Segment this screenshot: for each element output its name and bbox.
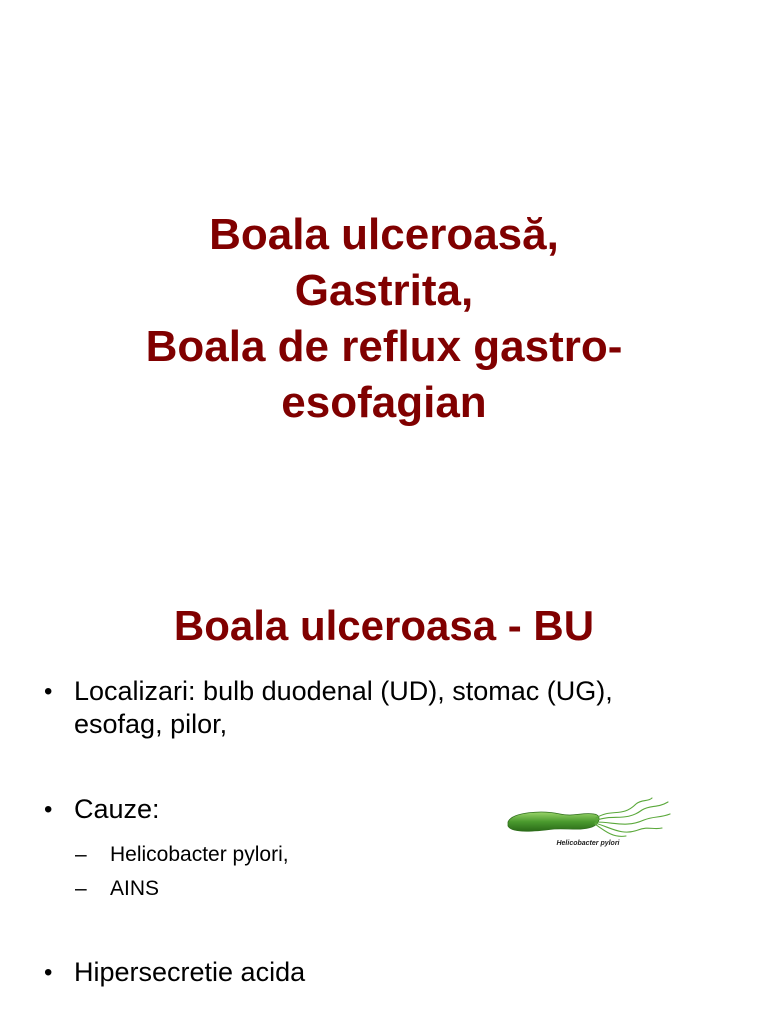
sub-bullet-ains xyxy=(75,876,159,902)
sub-bullet-marker: – xyxy=(75,877,87,900)
title-line-3: Boala de reflux gastro- xyxy=(145,322,623,371)
sub-bullet-marker: – xyxy=(75,843,87,866)
bullet-marker: • xyxy=(44,959,53,986)
title-line-1: Boala ulceroasă, xyxy=(209,210,559,259)
bacterium-icon xyxy=(502,796,674,840)
sub-bullet-helicobacter xyxy=(75,842,289,868)
section-title: Boala ulceroasa - BU xyxy=(173,602,595,649)
bullet-text: Hipersecretie acida xyxy=(74,957,306,987)
slide-title xyxy=(0,207,768,431)
bullet-text: Localizari: bulb duodenal (UD), stomac (UG), esofag, pilor, xyxy=(74,676,613,739)
bullet-marker: • xyxy=(44,678,53,705)
sub-bullet-text: Helicobacter pylori, xyxy=(110,843,289,866)
bullet-hipersecretie xyxy=(44,956,305,989)
bullet-text: Cauze: xyxy=(74,794,160,824)
bullet-marker: • xyxy=(44,796,53,823)
helicobacter-image xyxy=(502,796,674,856)
bullet-cauze xyxy=(44,793,160,826)
title-line-2: Gastrita, xyxy=(294,266,474,315)
content-slide xyxy=(0,576,768,1024)
title-line-4: esofagian xyxy=(281,378,487,427)
bullet-localizari xyxy=(44,675,694,741)
image-caption: Helicobacter pylori xyxy=(556,840,620,847)
sub-bullet-text: AINS xyxy=(110,877,160,900)
